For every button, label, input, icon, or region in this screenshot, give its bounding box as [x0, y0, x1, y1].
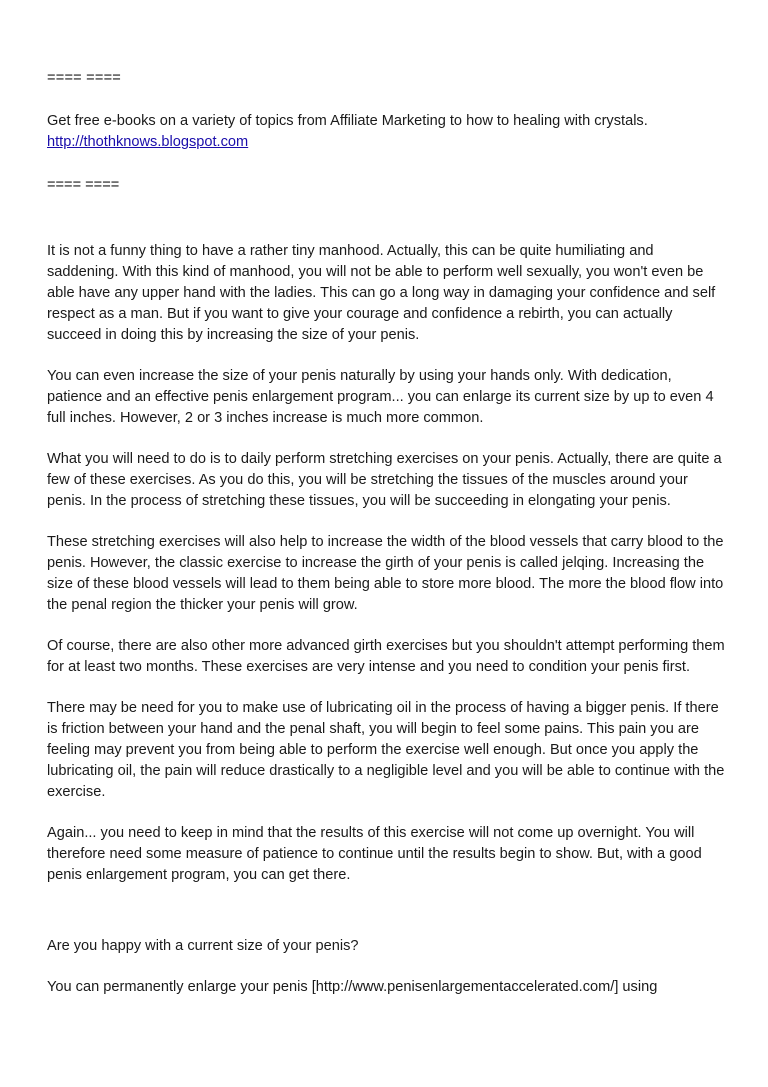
article-body — [47, 241, 727, 886]
paragraph: What you will need to do is to daily perform stretching exercises on your penis. Actually, there are quite a few of these exercises. As you do this, you will be stretching the tissues of the muscles around your penis. In the process of stretching these tissues, you will be succeeding in elongating your penis. — [47, 451, 722, 509]
promo-link[interactable]: http://thothknows.blogspot.com — [47, 134, 249, 150]
paragraph: These stretching exercises will also help to increase the width of the blood vessels that carry blood to the penis. However, the classic exercise to increase the girth of your penis is called jelqing. Increasing the size of these blood vessels will lead to them being able to store more blood. The more the blood flow into the penal region the thicker your penis will grow. — [47, 534, 724, 613]
separator-top: ==== ==== — [47, 70, 122, 86]
paragraph: Again... you need to keep in mind that the results of this exercise will not come up overnight. You will therefore need some measure of patience to continue until the results begin to show. But, with a good penis enlargement program, you can get there. — [47, 825, 702, 883]
closing-cta: You can permanently enlarge your penis [http://www.penisenlargementaccelerated.com/] using — [47, 979, 658, 995]
closing-section — [47, 936, 727, 998]
paragraph: You can even increase the size of your penis naturally by using your hands only. With dedication, patience and an effective penis enlargement program... you can enlarge its current size by up to even 4 full inches. However, 2 or 3 inches increase is much more common. — [47, 368, 714, 426]
separator-bottom: ==== ==== — [47, 177, 120, 193]
promo-text: Get free e-books on a variety of topics from Affiliate Marketing to how to healing with crystals. — [47, 113, 648, 129]
paragraph: There may be need for you to make use of lubricating oil in the process of having a bigger penis. If there is friction between your hand and the penal shaft, you will begin to feel some pains. This pain you are feeling may prevent you from being able to perform the exercise well enough. But once you apply the lubricating oil, the pain will reduce drastically to a negligible level and you will be able to continue with the exercise. — [47, 700, 725, 800]
paragraph: Of course, there are also other more advanced girth exercises but you shouldn't attempt performing them for at least two months. These exercises are very intense and you need to condition your penis first. — [47, 638, 725, 675]
closing-question: Are you happy with a current size of your penis? — [47, 938, 359, 954]
document-page — [47, 68, 727, 1018]
promo-block — [47, 111, 727, 153]
paragraph: It is not a funny thing to have a rather tiny manhood. Actually, this can be quite humiliating and saddening. With this kind of manhood, you will not be able to perform well sexually, you won't even be able have any upper hand with the ladies. This can go a long way in damaging your confidence and self respect as a man. But if you want to give your courage and confidence a rebirth, you can actually succeed in doing this by increasing the size of your penis. — [47, 243, 716, 343]
